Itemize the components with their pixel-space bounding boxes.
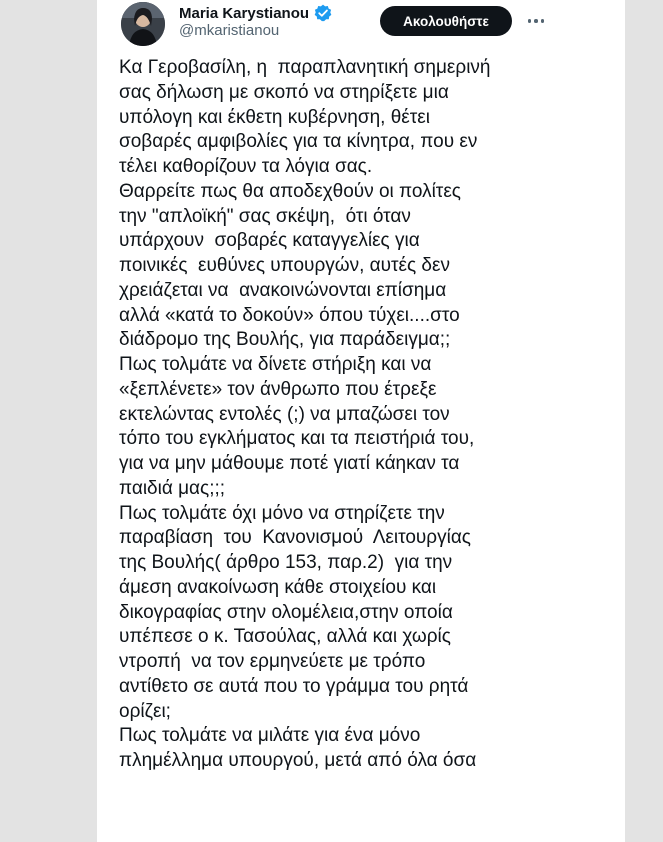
tweet-text-line: «ξεπλένετε» τον άνθρωπο που έτρεξε <box>119 378 437 400</box>
verified-badge-icon <box>314 4 332 22</box>
tweet-text-line: παραβίαση του Κανονισμού Λειτουργίας <box>119 527 471 549</box>
tweet-text-line: υπέπεσε ο κ. Τασούλας, αλλά και χωρίς <box>119 626 451 648</box>
tweet-card <box>97 0 625 842</box>
tweet-text-line: αλλά «κατά το δοκούν» όπου τύχει....στο <box>119 304 460 326</box>
tweet-text-line: σοβαρές αμφιβολίες για τα κίνητρα, που εν <box>119 131 478 153</box>
avatar-image <box>121 2 165 46</box>
tweet-text-line: ορίζει; <box>119 700 171 722</box>
tweet-text-line: την "απλοϊκή" σας σκέψη, ότι όταν <box>119 205 411 227</box>
tweet-text-line: Πως τολμάτε να δίνετε στήριξη και να <box>119 354 432 375</box>
tweet-text-line: αντίθετο σε αυτά που το γράμμα του ρητά <box>119 675 469 697</box>
tweet-text-line: Πως τολμάτε να μιλάτε για ένα μόνο <box>119 725 421 747</box>
tweet-text-line: υπάρχουν σοβαρές καταγγελίες για <box>119 230 420 252</box>
tweet-text-line: υπόλογη και έκθετη κυβέρνηση, θέτει <box>119 106 430 128</box>
tweet-text-line: διάδρομο της Βουλής, για παράδειγμα;; <box>119 329 451 351</box>
tweet-text-line: άμεση ανακοίνωση κάθε στοιχείου και <box>119 576 437 598</box>
author-name[interactable]: Maria Karystianou <box>179 4 310 22</box>
tweet-text-line: της Βουλής( άρθρο 153, παρ.2) για την <box>119 552 453 573</box>
tweet-text-line: παιδιά μας;;; <box>119 477 226 499</box>
tweet-text-line: Κα Γεροβασίλη, η παραπλανητική σημερινή <box>119 57 491 78</box>
tweet-text <box>119 56 589 774</box>
tweet-text-line: εκτελώντας εντολές (;) να μπαζώσει τον <box>119 403 450 425</box>
more-horizontal-icon[interactable] <box>521 6 551 36</box>
tweet-text-line: πλημέλλημα υπουργού, μετά από όλα όσα <box>119 750 477 771</box>
tweet-text-line: για να μην μάθουμε ποτέ γιατί κάηκαν τα <box>119 453 460 474</box>
tweet-text-line: ντροπή να τον ερμηνεύετε με τρόπο <box>119 651 426 672</box>
tweet-text-line: τέλει καθορίζουν τα λόγια σας. <box>119 156 373 177</box>
author-row <box>179 2 332 24</box>
follow-button[interactable]: Ακολουθήστε <box>380 6 512 36</box>
avatar[interactable] <box>121 2 165 46</box>
tweet-header <box>97 0 625 50</box>
tweet-text-line: δικογραφίας στην ολομέλεια,στην οποία <box>119 601 453 623</box>
tweet-text-line: χρειάζεται να ανακοινώνονται επίσημα <box>119 279 447 301</box>
tweet-text-line: σας δήλωση με σκοπό να στηρίξετε μια <box>119 81 449 103</box>
tweet-text-line: τόπο του εγκλήματος και τα πειστήριά του, <box>119 428 475 450</box>
tweet-text-line: Θαρρείτε πως θα αποδεχθούν οι πολίτες <box>119 180 461 202</box>
author-handle[interactable]: @mkaristianou <box>179 22 280 39</box>
tweet-text-line: ποινικές ευθύνες υπουργών, αυτές δεν <box>119 255 450 276</box>
tweet-text-line: Πως τολμάτε όχι μόνο να στηρίζετε την <box>119 502 445 524</box>
